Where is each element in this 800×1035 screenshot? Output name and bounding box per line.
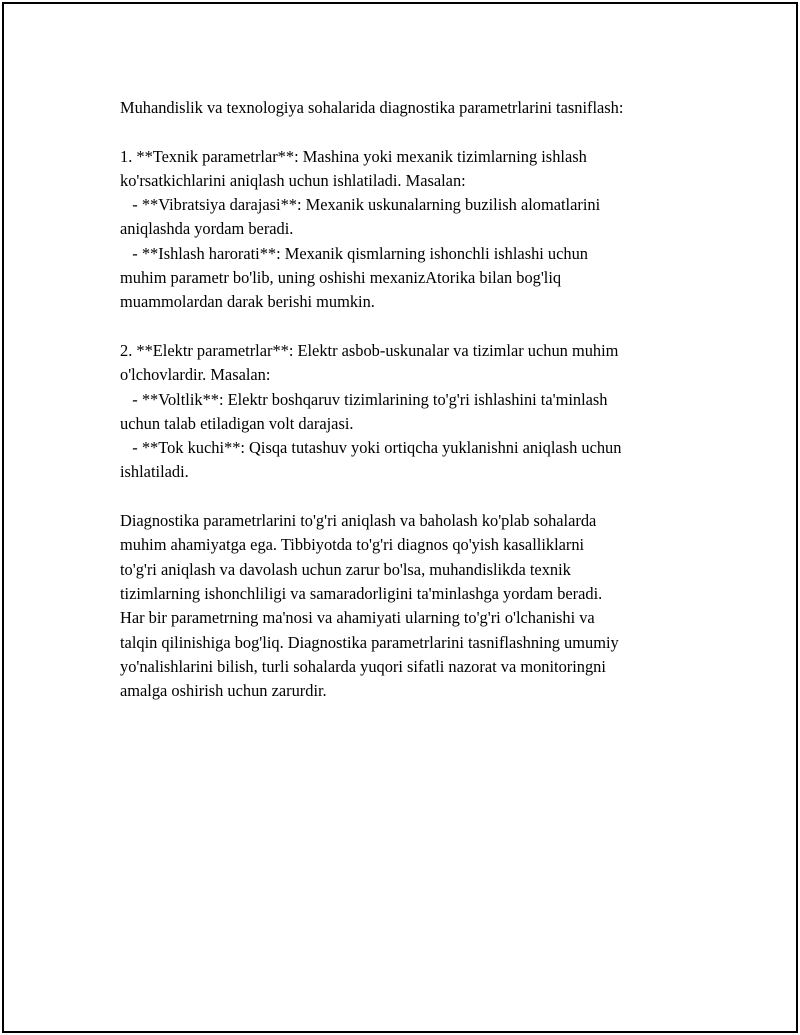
intro-paragraph: Muhandislik va texnologiya sohalarida diagnostika parametrlarini tasniflash: [120, 98, 624, 117]
conclusion-line: to'g'ri aniqlash va davolash uchun zarur bo'lsa, muhandislikda texnik [120, 559, 571, 579]
conclusion-line: amalga oshirish uchun zarurdir. [120, 681, 327, 701]
section1-line: muammolardan darak berishi mumkin. [120, 292, 375, 312]
section2-line: - **Voltlik**: Elektr boshqaruv tizimlarining to'g'ri ishlashini ta'minlash [120, 389, 608, 409]
conclusion-line: Har bir parametrning ma'nosi va ahamiyati ularning to'g'ri o'lchanishi va [120, 608, 595, 628]
section1-line: aniqlashda yordam beradi. [120, 219, 294, 239]
conclusion-line: tizimlarning ishonchliligi va samaradorligini ta'minlashga yordam beradi. [120, 583, 603, 603]
section1-line: muhim parametr bo'lib, uning oshishi mexanizAtorika bilan bog'liq [120, 268, 562, 288]
section1-line: - **Vibratsiya darajasi**: Mexanik uskunalarning buzilish alomatlarini [120, 195, 601, 215]
section2-line: - **Tok kuchi**: Qisqa tutashuv yoki ortiqcha yuklanishni aniqlash uchun [120, 438, 622, 458]
paragraph-spacer [120, 120, 690, 144]
conclusion-line: muhim ahamiyatga ega. Tibbiyotda to'g'ri diagnos qo'yish kasalliklarni [120, 535, 585, 555]
section-electrical-parameters [120, 339, 690, 485]
section2-line: o'lchovlardir. Masalan: [120, 365, 271, 385]
conclusion-line: talqin qilinishiga bog'liq. Diagnostika parametrlarini tasniflashning umumiy [120, 632, 619, 652]
paragraph-spacer [120, 315, 690, 339]
section1-line: - **Ishlash harorati**: Mexanik qismlarning ishonchli ishlashi uchun [120, 243, 588, 263]
section1-line: 1. **Texnik parametrlar**: Mashina yoki mexanik tizimlarning ishlash [120, 146, 587, 166]
document-page [2, 2, 798, 1033]
section2-line: 2. **Elektr parametrlar**: Elektr asbob-uskunalar va tizimlar uchun muhim [120, 340, 619, 360]
conclusion-paragraph [120, 509, 690, 703]
section2-line: uchun talab etiladigan volt darajasi. [120, 413, 354, 433]
section1-line: ko'rsatkichlarini aniqlash uchun ishlatiladi. Masalan: [120, 170, 466, 190]
conclusion-line: Diagnostika parametrlarini to'g'ri aniqlash va baholash ko'plab sohalarda [120, 511, 597, 531]
conclusion-line: yo'nalishlarini bilish, turli sohalarda yuqori sifatli nazorat va monitoringni [120, 656, 606, 676]
section-technical-parameters [120, 145, 690, 315]
section2-line: ishlatiladi. [120, 462, 189, 482]
document-body [120, 96, 690, 703]
paragraph-spacer [120, 485, 690, 509]
